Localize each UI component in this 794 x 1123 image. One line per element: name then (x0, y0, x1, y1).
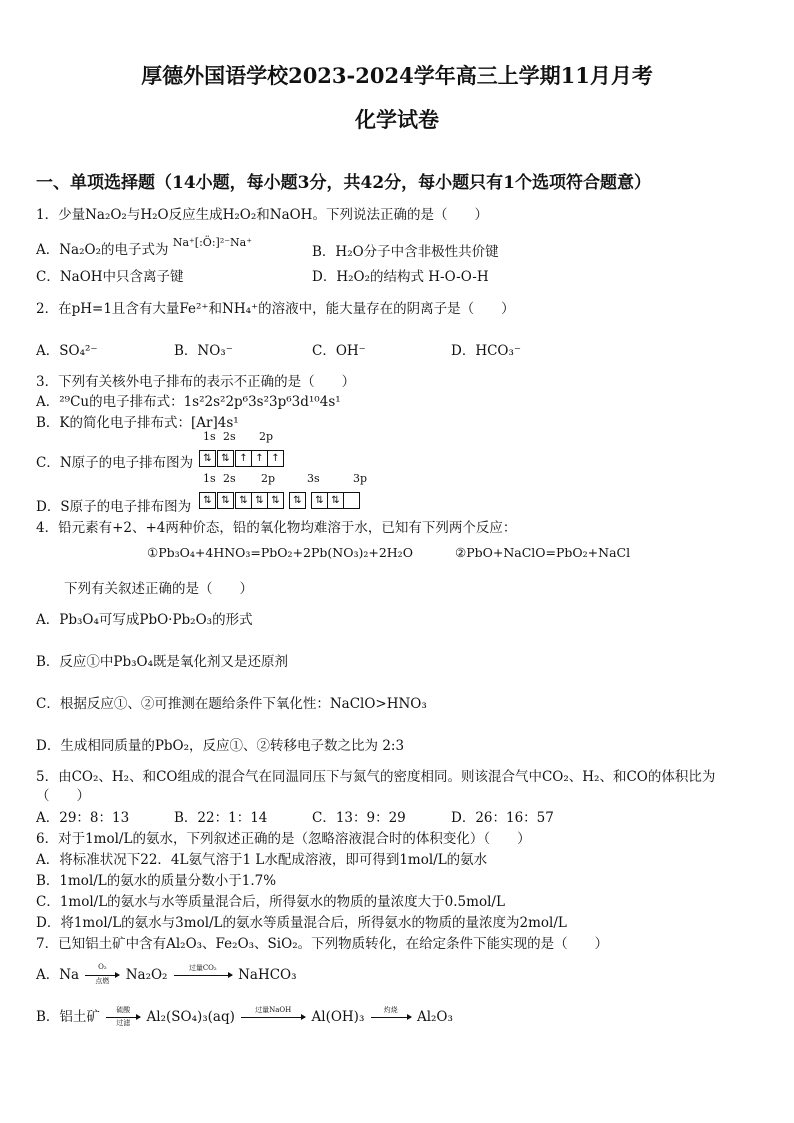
q3-c-label-2s: 2s (223, 430, 236, 443)
q7-b-start: B．铝土矿 (36, 1009, 100, 1025)
q1-option-d: D．H₂O₂的结构式 H-O-O-H (312, 269, 489, 285)
orbital-box: ⇅ (235, 492, 252, 509)
q3-c-label-1s: 1s (203, 430, 216, 443)
q3-d-label-3s: 3s (307, 472, 320, 485)
q7-a-start: A．Na (36, 967, 80, 983)
q3-option-c-label: C．N原子的电子排布图为 (36, 455, 194, 471)
orbital-box: ⇅ (199, 492, 216, 509)
reaction-arrow (371, 1006, 411, 1018)
q1-option-a (36, 238, 252, 258)
reaction-arrow (241, 1006, 305, 1018)
q3-stem: 3．下列有关核外电子排布的表示不正确的是（ ） (36, 374, 356, 390)
orbital-box: ⇅ (267, 492, 284, 509)
q7-b-end: Al₂O₃ (416, 1009, 453, 1025)
q2-stem: 2．在pH=1且含有大量Fe²⁺和NH₄⁺的溶液中，能大量存在的阴离子是（ ） (36, 301, 515, 317)
q3-d-label-3p: 3p (353, 472, 368, 485)
orbital-box: ⇅ (217, 492, 234, 509)
q3-d-label-2s: 2s (223, 472, 236, 485)
q7-option-a (36, 963, 297, 983)
reaction-arrow (106, 1006, 140, 1027)
arrow-condition-top: 过量NaOH (255, 1006, 292, 1014)
orbital-box: ⇅ (251, 492, 268, 509)
q2-option-b: B．NO₃⁻ (174, 343, 233, 359)
q6-option-a: A．将标准状况下22．4L氨气溶于1 L水配成溶液，即可得到1mol/L的氨水 (36, 852, 488, 868)
reaction-arrow (174, 964, 232, 976)
q4-substem: 下列有关叙述正确的是（ ） (64, 581, 253, 597)
q5-option-b: B．22：1：14 (174, 810, 268, 826)
q1-lewis-formula: Na⁺[:Ö:]²⁻Na⁺ (172, 236, 253, 249)
orbital-box: ⇅ (327, 492, 344, 509)
arrow-condition-top: O₂ (98, 963, 107, 971)
orbital-box: ⇅ (311, 492, 328, 509)
orbital-box: ↑ (235, 450, 252, 467)
q3-d-label-2p: 2p (261, 472, 276, 485)
orbital-box: ⇅ (217, 450, 234, 467)
q4-option-b: B．反应①中Pb₃O₄既是氧化剂又是还原剂 (36, 654, 289, 670)
q7-b-step3: Al(OH)₃ (311, 1009, 365, 1025)
orbital-box: ⇅ (289, 492, 306, 509)
orbital-box: ⇅ (199, 450, 216, 467)
q7-a-end: NaHCO₃ (238, 967, 297, 983)
q6-option-c: C．1mol/L的氨水与水等质量混合后，所得氨水的物质的量浓度大于0.5mol/L (36, 894, 505, 910)
exam-title: 厚德外国语学校2023-2024学年高三上学期11月月考 (141, 63, 653, 88)
q7-option-b (36, 1005, 453, 1025)
q4-reaction-1: ①Pb₃O₄+4HNO₃=PbO₂+2Pb(NO₃)₂+2H₂O (147, 545, 413, 560)
q3-option-d-label: D．S原子的电子排布图为 (36, 499, 192, 515)
q2-option-d: D．HCO₃⁻ (451, 343, 522, 359)
q3-d-orbital-diagram (199, 472, 368, 509)
q5-option-c: C．13：9：29 (312, 810, 406, 826)
arrow-condition-bottom: 点燃 (95, 977, 110, 985)
q7-stem: 7．已知铝土矿中含有Al₂O₃、Fe₂O₃、SiO₂。下列物质转化，在给定条件下能实现的是（ ） (36, 936, 609, 952)
q5-paren: （ ） (36, 788, 90, 804)
arrow-condition-top: 过量CO₂ (188, 964, 217, 972)
q3-option-b: B．K的简化电子排布式：[Ar]4s¹ (36, 415, 239, 431)
orbital-box (343, 492, 360, 509)
q5-option-d: D．26：16：57 (451, 810, 554, 826)
q1-option-a-text: A．Na₂O₂的电子式为 (36, 242, 169, 258)
section-heading: 一、单项选择题（14小题，每小题3分，共42分，每小题只有1个选项符合题意） (36, 173, 651, 193)
q5-stem: 5．由CO₂、H₂、和CO组成的混合气在同温同压下与氮气的密度相同。则该混合气中CO₂、H₂、和CO的体积比为 (36, 769, 716, 785)
reaction-arrow (85, 963, 119, 985)
q4-reaction-2: ②PbO+NaClO=PbO₂+NaCl (455, 545, 631, 560)
q4-stem: 4．铅元素有+2、+4两种价态，铅的氧化物均难溶于水，已知有下列两个反应： (36, 520, 517, 536)
q3-d-label-1s: 1s (203, 472, 216, 485)
q4-option-c: C．根据反应①、②可推测在题给条件下氧化性：NaClO>HNO₃ (36, 696, 427, 712)
q1-option-b: B．H₂O分子中含非极性共价键 (312, 244, 499, 260)
q4-option-d: D．生成相同质量的PbO₂，反应①、②转移电子数之比为 2:3 (36, 738, 405, 754)
arrow-condition-top: 灼烧 (383, 1006, 398, 1014)
q6-option-b: B．1mol/L的氨水的质量分数小于1.7% (36, 873, 277, 889)
exam-subtitle: 化学试卷 (355, 107, 439, 132)
q1-stem: 1．少量Na₂O₂与H₂O反应生成H₂O₂和NaOH。下列说法正确的是（ ） (36, 207, 488, 223)
q4-option-a: A．Pb₃O₄可写成PbO·Pb₂O₃的形式 (36, 612, 253, 628)
q5-option-a: A．29：8：13 (36, 810, 130, 826)
q1-option-c: C．NaOH中只含离子键 (36, 269, 184, 285)
arrow-condition-bottom: 过滤 (116, 1019, 131, 1027)
arrow-condition-top: 硫酸 (116, 1006, 131, 1014)
q3-c-orbital-diagram (199, 430, 289, 467)
q2-option-a: A．SO₄²⁻ (36, 343, 98, 359)
orbital-box: ↑ (267, 450, 284, 467)
q7-b-step2: Al₂(SO₄)₃(aq) (146, 1009, 235, 1025)
q3-c-label-2p: 2p (259, 430, 274, 443)
q7-a-mid: Na₂O₂ (125, 967, 168, 983)
q3-option-a: A．²⁹Cu的电子排布式：1s²2s²2p⁶3s²3p⁶3d¹⁰4s¹ (36, 394, 341, 410)
q6-stem: 6．对于1mol/L的氨水，下列叙述正确的是（忽略溶液混合时的体积变化）（ ） (36, 831, 531, 847)
q2-option-c: C．OH⁻ (312, 343, 366, 359)
q6-option-d: D．将1mol/L的氨水与3mol/L的氨水等质量混合后，所得氨水的物质的量浓度为2mol/L (36, 915, 567, 931)
orbital-box: ↑ (251, 450, 268, 467)
